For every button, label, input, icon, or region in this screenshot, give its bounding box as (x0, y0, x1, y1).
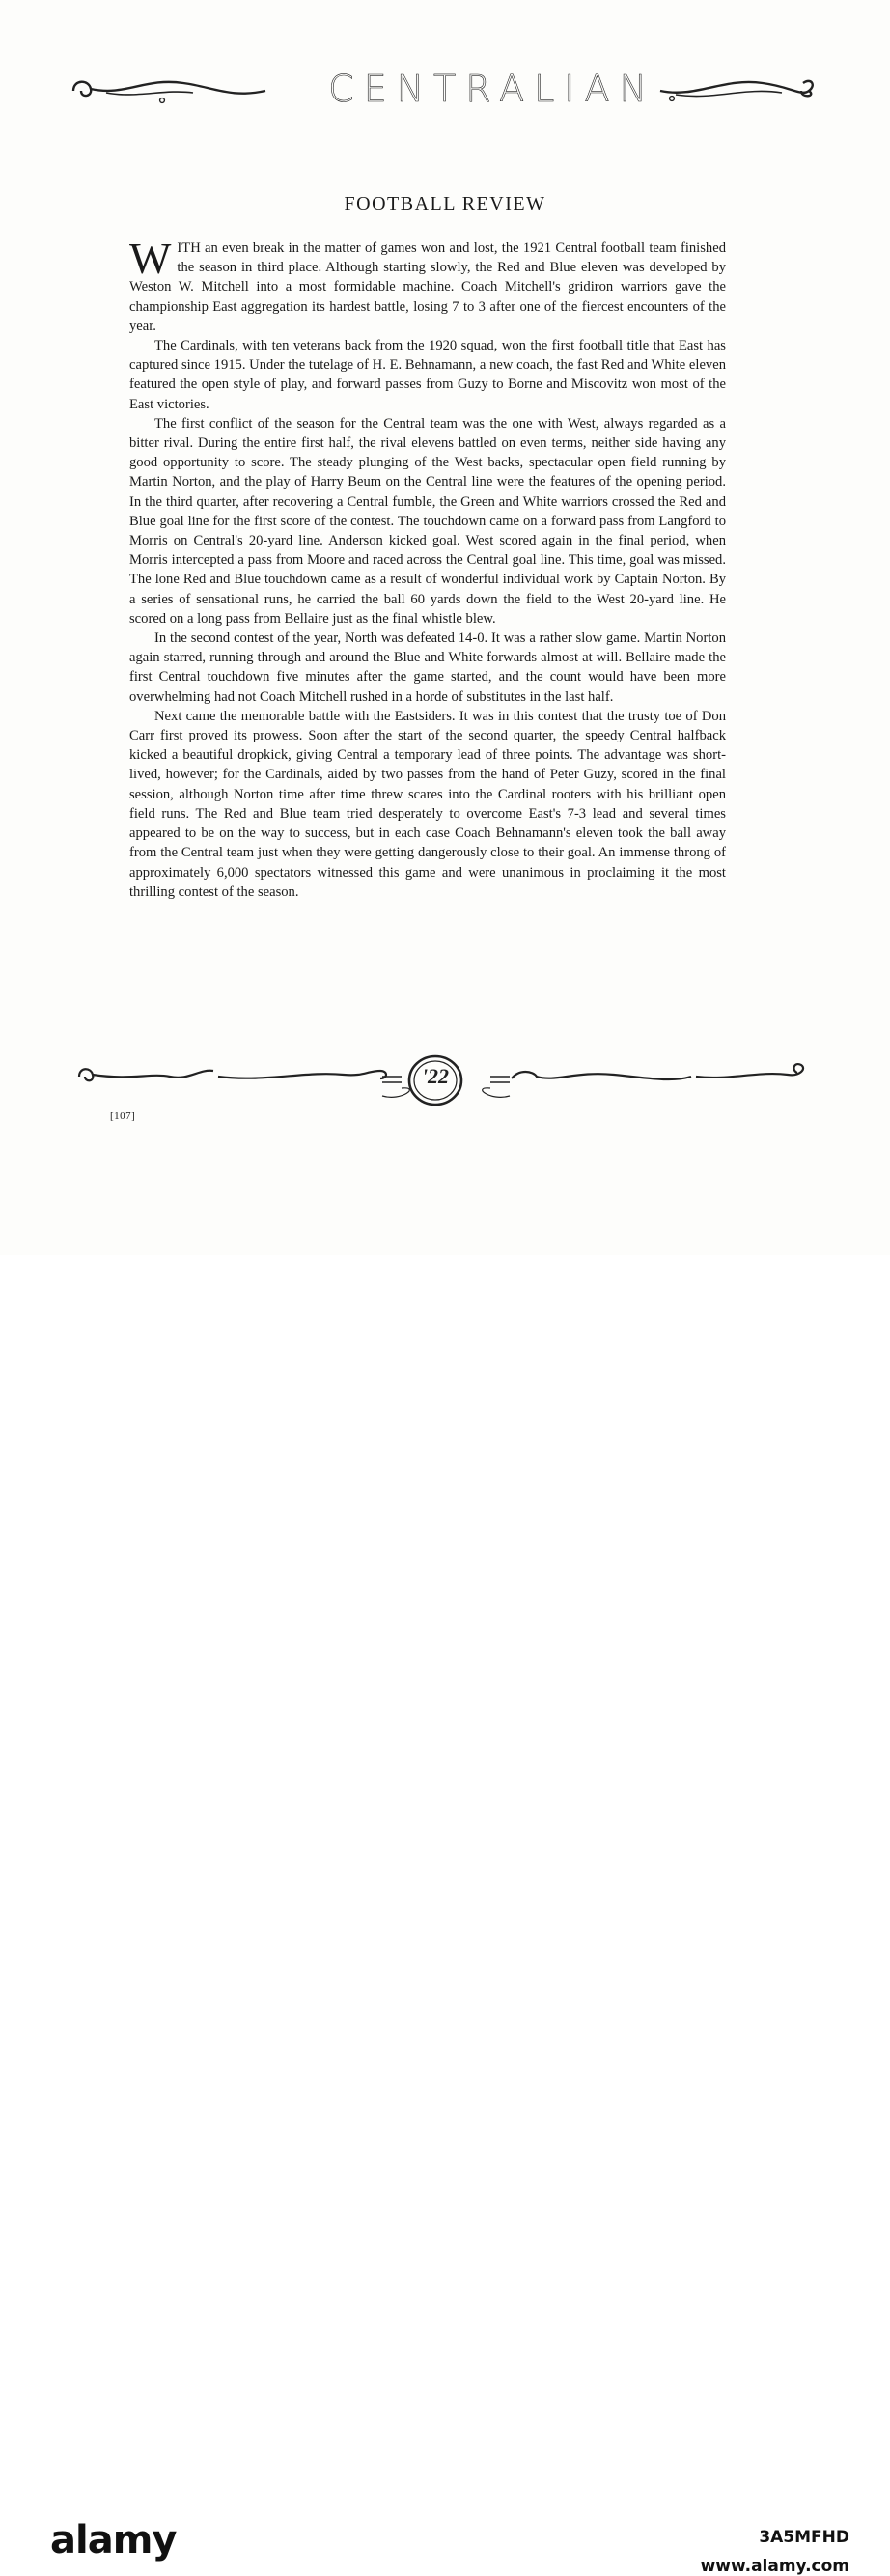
watermark-url: www.alamy.com (700, 2557, 849, 2576)
header-banner (68, 66, 822, 114)
page-number: [107] (110, 1110, 136, 1122)
article-body (129, 234, 726, 902)
article-title: FOOTBALL REVIEW (344, 193, 546, 214)
drop-cap: W (129, 234, 172, 283)
paragraph-1-text: ITH an even break in the matter of games won and lost, the 1921 Central football team finished the season in third place. Although starting slowly, the Red and Blue eleven was developed by Weston W. Mitchell into a most formidable machine. Coach Mitchell's gridiron warriors gave the championship East aggregation its hardest battle, losing 7 to 3 after one of the fiercest encounters of the year. (129, 240, 726, 334)
paragraph-5: Next came the memorable battle with the Eastsiders. It was in this contest that the trusty toe of Don Carr first proved its prowess. Soon after the start of the second quarter, the speedy Central halfback kicked a beautiful dropkick, giving Central a temporary lead of three points. The advantage was short-lived, however; for the Cardinals, aided by two passes from the hand of Peter Guzy, scored in the final session, although Norton time after time threw scares into the Cardinal rooters with his brilliant open field runs. The Red and Blue team tried desperately to overcome East's 7-3 lead and several times appeared to be on the way to success, but in each case Coach Behnamann's eleven took the ball away from the Central team just when they were getting dangerously close to their goal. An immense throng of approximately 6,000 spectators witnessed this game and were unanimous in proclaiming it the most thrilling contest of the season. (129, 708, 726, 900)
yearbook-page (0, 0, 890, 1255)
left-scroll-ornament (68, 70, 270, 108)
image-id: 3A5MFHD (759, 2528, 849, 2547)
paragraph-2: The Cardinals, with ten veterans back from the 1920 squad, won the first football title that East has captured since 1915. Under the tutelage of H. E. Behnamann, a new coach, the fast Red and White eleven featured the open style of play, and forward passes from Guzy to Borne and Miscovitz won most of the East victories. (129, 338, 726, 412)
paragraph-4: In the second contest of the year, North was defeated 14-0. It was a rather slow game. Martin Norton again starred, running through and around the Blue and White forwards almost at will. Bellaire made the first Central touchdown five minutes after the game started, and the count would have been more overwhelming had not Coach Mitchell rushed in a horde of substitutes in the last half. (129, 630, 726, 705)
paragraph-1 (129, 234, 726, 336)
watermark-band (0, 1255, 890, 2576)
paragraph-3: The first conflict of the season for the Central team was the one with West, always regarded as a bitter rival. During the entire first half, the rival elevens battled on even terms, neither side having any good opportunity to score. The steady plunging of the West backs, spectacular open field running by Martin Norton, and the play of Harry Beum on the Central line were the features of the opening period. In the third quarter, after recovering a Central fumble, the Green and White warriors crossed the Red and Blue goal line for the first score of the contest. The touchdown came on a forward pass from Langford to Morris on Central's 20-yard line. Anderson kicked goal. West scored again in the final period, when Morris intercepted a pass from Moore and raced across the Central goal line. This time, goal was missed. The lone Red and Blue touchdown came as a result of wonderful individual work by Captain Norton. By a series of sensational runs, he carried the ball 60 yards down the field to the West 20-yard line. He scored on a long pass from Bellaire just as the final whistle blew. (129, 415, 726, 627)
banner-title: CENTRALIAN (328, 68, 656, 110)
alamy-logo: alamy (50, 2518, 177, 2562)
seal-year: '22 (421, 1064, 450, 1088)
right-scroll-ornament (656, 70, 822, 108)
